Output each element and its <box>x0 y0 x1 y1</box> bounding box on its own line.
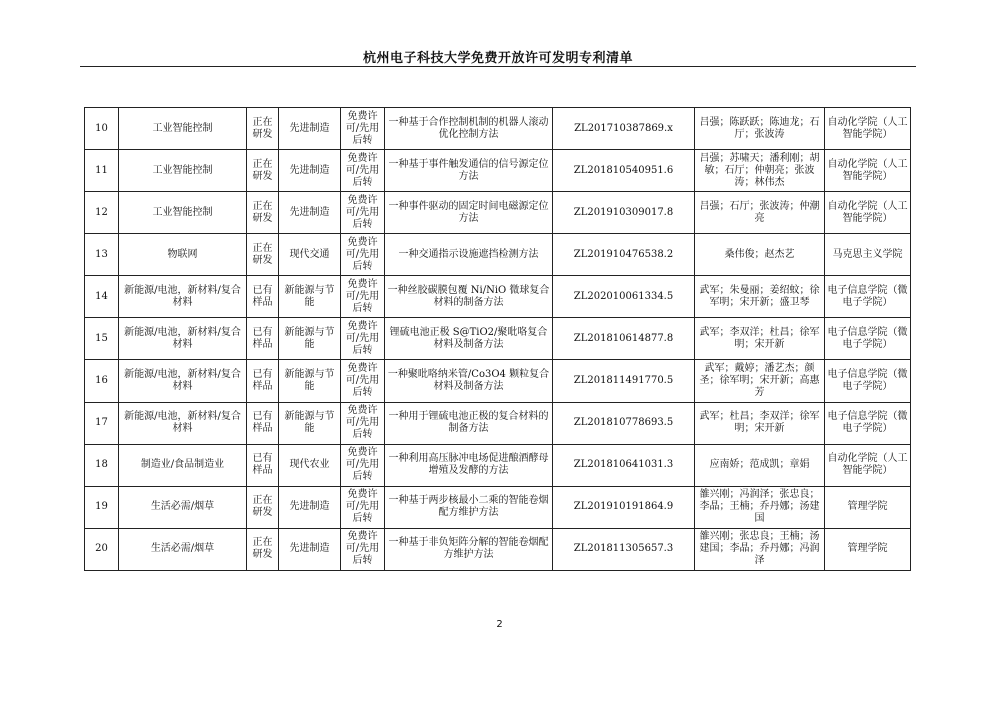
technology-field-cell: 生活必需/烟草 <box>119 528 247 570</box>
license-mode-cell: 免费许可/先用后转 <box>341 192 385 234</box>
technology-field-cell: 新能源/电池，新材料/复合材料 <box>119 360 247 402</box>
inventors-cell: 应南娇；范成凯；章娟 <box>695 444 825 486</box>
patent-title-cell: 一种利用高压脉冲电场促进酿酒酵母增殖及发酵的方法 <box>385 444 553 486</box>
industry-cell: 先进制造 <box>279 108 341 150</box>
inventors-cell: 吕强；石厅；张波涛；仲潮亮 <box>695 192 825 234</box>
table-row <box>85 276 911 318</box>
patent-title-cell: 一种基于合作控制机制的机器人滚动优化控制方法 <box>385 108 553 150</box>
page-header-title: 杭州电子科技大学免费开放许可发明专利清单 <box>362 51 633 66</box>
status-cell: 正在研发 <box>247 234 279 276</box>
status-cell: 已有样品 <box>247 276 279 318</box>
license-mode-cell: 免费许可/先用后转 <box>341 402 385 444</box>
patent-number-cell: ZL201810778693.5 <box>553 402 695 444</box>
row-number-cell: 11 <box>85 150 119 192</box>
patent-number-cell: ZL201811491770.5 <box>553 360 695 402</box>
license-mode-cell: 免费许可/先用后转 <box>341 234 385 276</box>
table-row <box>85 402 911 444</box>
technology-field-cell: 工业智能控制 <box>119 108 247 150</box>
industry-cell: 现代农业 <box>279 444 341 486</box>
table-row <box>85 486 911 528</box>
inventors-cell: 武军；李双洋；杜昌；徐军明；宋开新 <box>695 318 825 360</box>
patent-title-cell: 一种基于非负矩阵分解的智能卷烟配方维护方法 <box>385 528 553 570</box>
status-cell: 正在研发 <box>247 528 279 570</box>
row-number-cell: 18 <box>85 444 119 486</box>
industry-cell: 先进制造 <box>279 150 341 192</box>
row-number-cell: 16 <box>85 360 119 402</box>
industry-cell: 新能源与节能 <box>279 360 341 402</box>
license-mode-cell: 免费许可/先用后转 <box>341 276 385 318</box>
license-mode-cell: 免费许可/先用后转 <box>341 108 385 150</box>
row-number-cell: 15 <box>85 318 119 360</box>
technology-field-cell: 生活必需/烟草 <box>119 486 247 528</box>
status-cell: 已有样品 <box>247 402 279 444</box>
status-cell: 已有样品 <box>247 360 279 402</box>
industry-cell: 先进制造 <box>279 486 341 528</box>
industry-cell: 新能源与节能 <box>279 276 341 318</box>
patent-number-cell: ZL201710387869.x <box>553 108 695 150</box>
patent-number-cell: ZL201910309017.8 <box>553 192 695 234</box>
college-cell: 自动化学院（人工智能学院） <box>825 444 911 486</box>
patent-title-cell: 一种交通指示设施遮挡检测方法 <box>385 234 553 276</box>
table-row <box>85 234 911 276</box>
status-cell: 已有样品 <box>247 318 279 360</box>
row-number-cell: 10 <box>85 108 119 150</box>
patent-table-body <box>85 108 911 571</box>
license-mode-cell: 免费许可/先用后转 <box>341 444 385 486</box>
college-cell: 管理学院 <box>825 528 911 570</box>
college-cell: 自动化学院（人工智能学院） <box>825 192 911 234</box>
patent-number-cell: ZL201811305657.3 <box>553 528 695 570</box>
table-row <box>85 318 911 360</box>
patent-number-cell: ZL201810614877.8 <box>553 318 695 360</box>
license-mode-cell: 免费许可/先用后转 <box>341 486 385 528</box>
license-mode-cell: 免费许可/先用后转 <box>341 150 385 192</box>
table-row <box>85 108 911 150</box>
patent-table <box>84 107 911 571</box>
status-cell: 正在研发 <box>247 150 279 192</box>
table-row <box>85 444 911 486</box>
patent-title-cell: 一种基于两步核最小二乘的智能卷烟配方维护方法 <box>385 486 553 528</box>
patent-title-cell: 一种丝胶碳膜包覆 Ni/NiO 微球复合材料的制备方法 <box>385 276 553 318</box>
table-row <box>85 150 911 192</box>
row-number-cell: 20 <box>85 528 119 570</box>
college-cell: 马克思主义学院 <box>825 234 911 276</box>
row-number-cell: 19 <box>85 486 119 528</box>
patent-number-cell: ZL202010061334.5 <box>553 276 695 318</box>
technology-field-cell: 新能源/电池，新材料/复合材料 <box>119 276 247 318</box>
status-cell: 正在研发 <box>247 108 279 150</box>
patent-number-cell: ZL201810641031.3 <box>553 444 695 486</box>
inventors-cell: 雒兴刚；冯润泽；张忠良；李晶；王楠；乔丹娜；汤建国 <box>695 486 825 528</box>
technology-field-cell: 工业智能控制 <box>119 192 247 234</box>
table-row <box>85 360 911 402</box>
technology-field-cell: 工业智能控制 <box>119 150 247 192</box>
table-row <box>85 528 911 570</box>
technology-field-cell: 新能源/电池，新材料/复合材料 <box>119 402 247 444</box>
patent-title-cell: 锂硫电池正极 S@TiO2/聚吡咯复合材料及制备方法 <box>385 318 553 360</box>
inventors-cell: 武军；杜昌；李双洋；徐军明；宋开新 <box>695 402 825 444</box>
inventors-cell: 武军；朱曼丽；姜绍蚊；徐军明；宋开新；盛卫琴 <box>695 276 825 318</box>
patent-number-cell: ZL201910191864.9 <box>553 486 695 528</box>
inventors-cell: 武军；戴婷；潘艺杰；颜圣；徐军明；宋开新；高惠芳 <box>695 360 825 402</box>
patent-title-cell: 一种用于锂硫电池正极的复合材料的制备方法 <box>385 402 553 444</box>
patent-number-cell: ZL201910476538.2 <box>553 234 695 276</box>
industry-cell: 先进制造 <box>279 528 341 570</box>
license-mode-cell: 免费许可/先用后转 <box>341 528 385 570</box>
patent-title-cell: 一种事件驱动的固定时间电磁源定位方法 <box>385 192 553 234</box>
industry-cell: 先进制造 <box>279 192 341 234</box>
college-cell: 电子信息学院（微电子学院） <box>825 318 911 360</box>
status-cell: 正在研发 <box>247 192 279 234</box>
industry-cell: 新能源与节能 <box>279 318 341 360</box>
industry-cell: 新能源与节能 <box>279 402 341 444</box>
status-cell: 正在研发 <box>247 486 279 528</box>
table-row <box>85 192 911 234</box>
inventors-cell: 吕强；陈跃跃；陈迪龙；石厅；张波涛 <box>695 108 825 150</box>
industry-cell: 现代交通 <box>279 234 341 276</box>
college-cell: 电子信息学院（微电子学院） <box>825 402 911 444</box>
row-number-cell: 17 <box>85 402 119 444</box>
technology-field-cell: 物联网 <box>119 234 247 276</box>
college-cell: 管理学院 <box>825 486 911 528</box>
college-cell: 电子信息学院（微电子学院） <box>825 276 911 318</box>
patent-title-cell: 一种基于事件触发通信的信号源定位方法 <box>385 150 553 192</box>
row-number-cell: 12 <box>85 192 119 234</box>
row-number-cell: 14 <box>85 276 119 318</box>
inventors-cell: 雒兴刚；张忠良；王楠；汤建国；李晶；乔丹娜；冯润泽 <box>695 528 825 570</box>
row-number-cell: 13 <box>85 234 119 276</box>
patent-number-cell: ZL201810540951.6 <box>553 150 695 192</box>
header-rule <box>80 66 916 67</box>
patent-title-cell: 一种聚吡咯纳米管/Co3O4 颗粒复合材料及制备方法 <box>385 360 553 402</box>
technology-field-cell: 制造业/食品制造业 <box>119 444 247 486</box>
page-number: 2 <box>496 619 503 630</box>
license-mode-cell: 免费许可/先用后转 <box>341 318 385 360</box>
technology-field-cell: 新能源/电池，新材料/复合材料 <box>119 318 247 360</box>
inventors-cell: 吕强；苏啸天；潘利刚；胡敏；石厅；仲朝亮；张波涛；林伟杰 <box>695 150 825 192</box>
license-mode-cell: 免费许可/先用后转 <box>341 360 385 402</box>
inventors-cell: 桑伟俊；赵杰艺 <box>695 234 825 276</box>
college-cell: 自动化学院（人工智能学院） <box>825 150 911 192</box>
college-cell: 自动化学院（人工智能学院） <box>825 108 911 150</box>
status-cell: 已有样品 <box>247 444 279 486</box>
college-cell: 电子信息学院（微电子学院） <box>825 360 911 402</box>
